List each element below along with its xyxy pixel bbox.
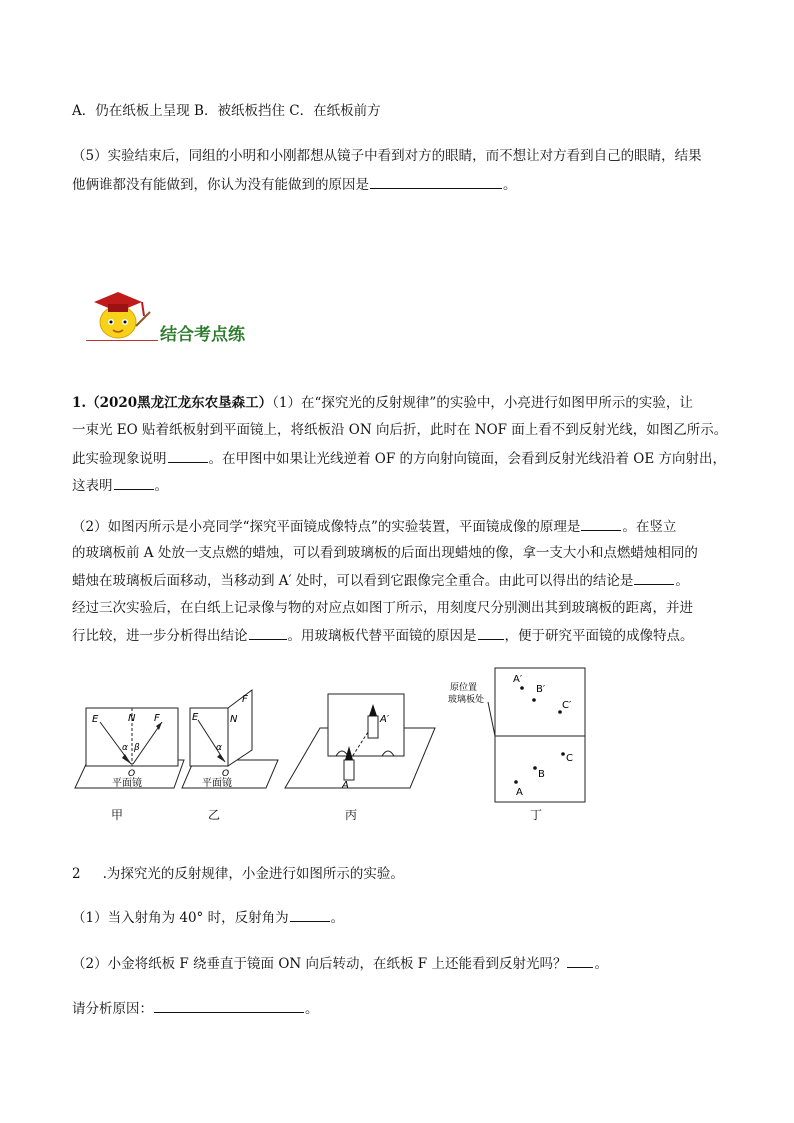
p1-line4-end: 。 [154,478,168,494]
answer-blank[interactable] [168,448,208,463]
q5-line2 [72,174,517,195]
p1-line4-text: 这表明 [72,478,113,494]
label-N: N [230,714,238,725]
figure-ding [448,668,585,802]
p2-line5-text: 行比较，进一步分析得出结论 [72,628,248,644]
p1-line2: 一束光 EO 贴着纸板射到平面镜上，将纸板沿 ON 向后折，此时在 NOF 面上看不到反射光线，如图乙所示。 [72,422,728,438]
p2-line3-end: 。 [675,573,689,589]
q2-sub1-end: 。 [330,910,345,926]
figures-diagram [70,664,590,824]
label-A-prime: A′ [380,714,390,725]
label-N: N [128,713,136,724]
p2-line5-end: ，便于研究平面镜的成像特点。 [504,628,694,644]
q2-sub2 [72,953,608,974]
note-glass-plate: 玻璃板处 [448,695,485,705]
q2-sub1-text: （1）当入射角为 40° 时，反射角为 [72,910,289,926]
answer-blank[interactable] [114,475,154,490]
label-B-prime: B′ [536,684,546,695]
p2-line5-mid: 。用玻璃板代替平面镜的原因是 [287,628,477,644]
answer-blank[interactable] [478,625,504,640]
mascot-icon [84,282,156,344]
label-F: F [154,713,160,724]
label-beta: β [134,743,140,753]
q5-line2-text: 他俩谁都没有能做到，你认为没有能做到的原因是 [72,177,369,193]
label-B: B [538,769,545,780]
answer-blank[interactable] [370,174,502,189]
q5-line1: （5）实验结束后，同组的小明和小刚都想从镜子中看到对方的眼睛，而不想让对方看到自己的眼睛，结果 [72,148,702,164]
label-E: E [192,712,199,723]
label-A: A [516,787,523,798]
label-C-prime: C′ [562,700,572,711]
label-E: E [92,714,99,725]
caption-jia: 甲 [111,808,124,822]
p1-line4 [72,475,168,496]
p2-line3 [72,570,689,591]
caption-ding: 丁 [530,808,543,822]
p2-line1-text: （2）如图丙所示是小亮同学“探究平面镜成像特点”的实验装置，平面镜成像的原理是 [72,519,581,535]
q2-number: 2 [72,866,81,882]
mirror-label: 平面镜 [202,778,232,789]
p1-line3-text: 此实验现象说明 [72,451,167,467]
section-underline [86,340,158,341]
answer-blank[interactable] [634,570,674,585]
p1-line1-text: （1）在“探究光的反射规律”的实验中，小亮进行如图甲所示的实验，让 [272,395,693,411]
label-A-prime: A′ [513,674,523,685]
label-O: O [222,769,230,779]
options-line: A．仍在纸板上呈现 B．被纸板挡住 C．在纸板前方 [72,103,381,119]
figure-bing [285,694,435,791]
q2-text: .为探究光的反射规律，小金进行如图所示的实验。 [102,866,404,882]
p1-source: 1.（2020黑龙江龙东农垦森工） [72,395,273,411]
mirror-label: 平面镜 [112,778,142,789]
p2-line5 [72,625,694,646]
label-alpha: α [122,743,128,753]
answer-blank[interactable] [154,998,304,1013]
p1-line1 [72,393,693,413]
caption-bing: 丙 [345,808,358,822]
label-O: O [128,769,136,779]
label-A: A [342,780,349,791]
figure-yi [182,690,278,789]
q2-sub2-text: （2）小金将纸板 F 绕垂直于镜面 ON 向后转动，在纸板 F 上还能看到反射光吗？ [72,956,567,972]
q2-sub2-end: 。 [594,956,608,972]
q2-sub3 [72,998,319,1019]
p1-line3 [72,448,726,469]
q2-sub3-end: 。 [305,1001,319,1017]
p2-line1-rest: 。在竖立 [622,519,677,535]
caption-yi: 乙 [208,808,221,822]
answer-blank[interactable] [567,953,593,968]
label-C: C [566,753,573,764]
answer-blank[interactable] [581,516,621,531]
q2-sub1 [72,907,344,928]
p2-line3-text: 蜡烛在玻璃板后面移动，当移动到 A′ 处时，可以看到它跟像完全重合。由此可以得出的结论是 [72,573,634,589]
label-alpha: α [216,743,222,753]
note-original-position: 原位置 [450,683,478,693]
answer-blank[interactable] [290,907,330,922]
answer-blank[interactable] [249,625,287,640]
q2-sub3-text: 请分析原因： [72,1001,153,1017]
q5-line2-end: 。 [503,177,517,193]
label-F: F [242,694,248,705]
q2-line [72,864,404,884]
p2-line1 [72,516,676,537]
p2-line4: 经过三次实验后，在白纸上记录像与物的对应点如图丁所示，用刻度尺分别测出其到玻璃板的距离，并进 [72,600,693,616]
figure-jia [75,708,184,789]
p1-line3-rest: 。在甲图中如果让光线逆着 OF 的方向射向镜面，会看到反射光线沿着 OE 方向射出， [208,451,727,467]
p2-line2: 的玻璃板前 A 处放一支点燃的蜡烛，可以看到玻璃板的后面出现蜡烛的像，拿一支大小和点燃蜡烛相同的 [72,545,698,561]
section-title: 结合考点练 [160,325,245,345]
